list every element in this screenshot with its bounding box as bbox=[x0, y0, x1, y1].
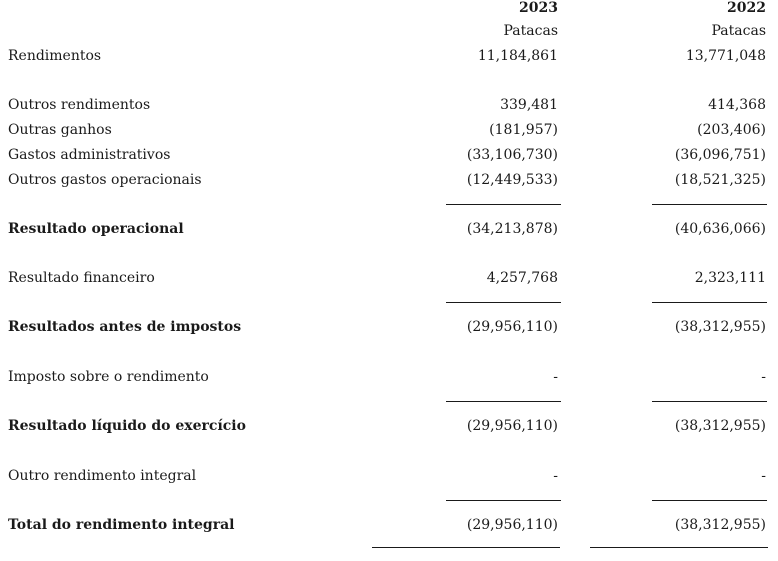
row-label: Outro rendimento integral bbox=[8, 468, 197, 484]
subtotal-rule-2022 bbox=[652, 401, 767, 402]
row-outros-rendimentos bbox=[0, 95, 778, 115]
row-outro-rendimento-integral bbox=[0, 466, 778, 486]
value-2023: (181,957) bbox=[489, 122, 558, 138]
value-2023: - bbox=[553, 369, 558, 385]
value-2022: - bbox=[761, 369, 766, 385]
currency-label-2023: Patacas bbox=[503, 23, 558, 39]
row-resultado-liquido-do-exercicio bbox=[0, 416, 778, 436]
subtotal-rule-2022 bbox=[652, 500, 767, 501]
row-label: Resultado líquido do exercício bbox=[8, 418, 246, 434]
row-label: Imposto sobre o rendimento bbox=[8, 369, 209, 385]
row-label: Total do rendimento integral bbox=[8, 517, 235, 533]
value-2023: 11,184,861 bbox=[477, 48, 558, 64]
value-2023: (29,956,110) bbox=[466, 418, 558, 434]
row-outros-gastos-operacionais bbox=[0, 170, 778, 190]
value-2023: 339,481 bbox=[500, 97, 558, 113]
column-header-2023: 2023 bbox=[519, 0, 558, 16]
row-outras-ganhos bbox=[0, 120, 778, 140]
subtotal-rule-2022 bbox=[652, 302, 767, 303]
value-2023: (12,449,533) bbox=[466, 172, 558, 188]
subtotal-rule-2023 bbox=[446, 302, 561, 303]
row-label: Outros gastos operacionais bbox=[8, 172, 202, 188]
row-resultado-financeiro bbox=[0, 268, 778, 288]
row-label: Outros rendimentos bbox=[8, 97, 151, 113]
value-2023: - bbox=[553, 468, 558, 484]
row-label: Resultado operacional bbox=[8, 221, 184, 237]
value-2023: (29,956,110) bbox=[466, 517, 558, 533]
row-imposto-sobre-o-rendimento bbox=[0, 367, 778, 387]
value-2022: (38,312,955) bbox=[674, 418, 766, 434]
value-2023: (34,213,878) bbox=[466, 221, 558, 237]
value-2022: (38,312,955) bbox=[674, 517, 766, 533]
value-2022: (18,521,325) bbox=[674, 172, 766, 188]
row-label: Outras ganhos bbox=[8, 122, 112, 138]
row-resultado-operacional bbox=[0, 219, 778, 239]
row-label: Resultado financeiro bbox=[8, 270, 155, 286]
row-label: Gastos administrativos bbox=[8, 147, 171, 163]
value-2022: 13,771,048 bbox=[685, 48, 766, 64]
value-2022: - bbox=[761, 468, 766, 484]
row-resultados-antes-de-impostos bbox=[0, 317, 778, 337]
column-header-2022: 2022 bbox=[727, 0, 766, 16]
row-label: Resultados antes de impostos bbox=[8, 319, 242, 335]
value-2023: (33,106,730) bbox=[466, 147, 558, 163]
subtotal-rule-2023 bbox=[446, 204, 561, 205]
subtotal-rule-2022 bbox=[652, 204, 767, 205]
total-rule-2022 bbox=[590, 547, 768, 548]
value-2022: 2,323,111 bbox=[694, 270, 766, 286]
value-2023: (29,956,110) bbox=[466, 319, 558, 335]
row-rendimentos bbox=[0, 46, 778, 66]
row-total-do-rendimento-integral bbox=[0, 515, 778, 535]
value-2022: (40,636,066) bbox=[674, 221, 766, 237]
subtotal-rule-2023 bbox=[446, 401, 561, 402]
total-rule-2023 bbox=[372, 547, 560, 548]
value-2022: (36,096,751) bbox=[674, 147, 766, 163]
subtotal-rule-2023 bbox=[446, 500, 561, 501]
value-2023: 4,257,768 bbox=[486, 270, 558, 286]
row-gastos-administrativos bbox=[0, 145, 778, 165]
value-2022: (38,312,955) bbox=[674, 319, 766, 335]
value-2022: 414,368 bbox=[708, 97, 766, 113]
row-label: Rendimentos bbox=[8, 48, 102, 64]
currency-label-2022: Patacas bbox=[711, 23, 766, 39]
value-2022: (203,406) bbox=[697, 122, 766, 138]
